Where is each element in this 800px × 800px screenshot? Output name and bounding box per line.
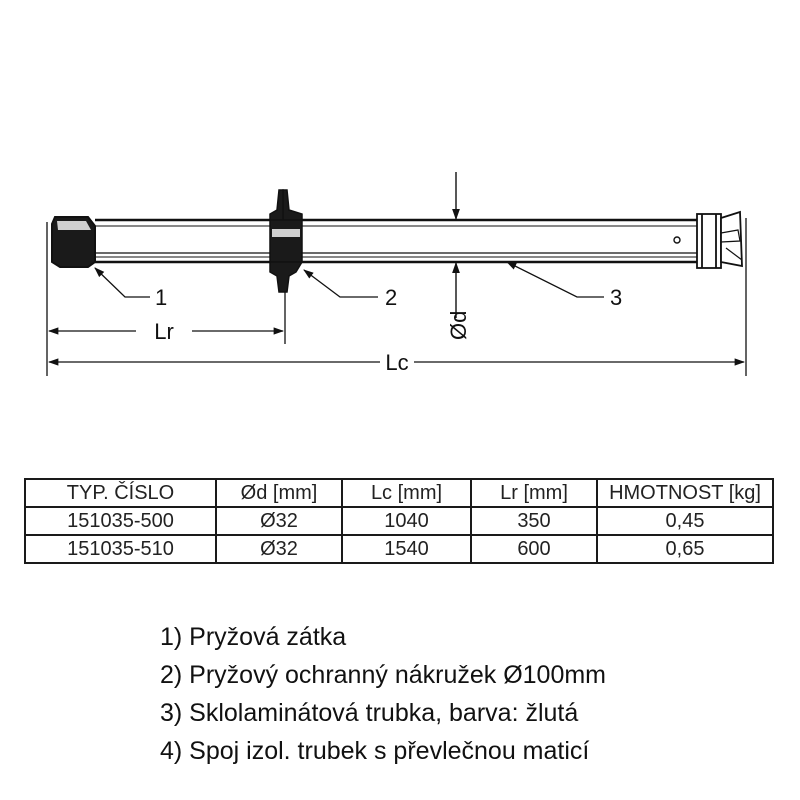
cell-diameter: Ø32 <box>216 507 342 535</box>
cell-diameter: Ø32 <box>216 535 342 563</box>
rubber-collar <box>270 190 302 292</box>
rubber-end-cap <box>52 217 95 267</box>
header-weight: HMOTNOST [kg] <box>597 479 773 507</box>
cell-lc: 1040 <box>342 507 471 535</box>
spec-table <box>24 478 774 564</box>
callout-1: 1 <box>155 285 168 310</box>
table-header-row <box>25 479 773 507</box>
cell-weight: 0,65 <box>597 535 773 563</box>
leader-lines <box>95 262 604 297</box>
cell-type-number: 151035-500 <box>25 507 216 535</box>
cell-weight: 0,45 <box>597 507 773 535</box>
cell-type-number: 151035-510 <box>25 535 216 563</box>
diameter-label: Ød <box>446 310 471 340</box>
legend-item: 2) Pryžový ochranný nákružek Ø100mm <box>160 661 607 689</box>
callout-3: 3 <box>610 285 623 310</box>
lc-label: Lc <box>385 350 409 375</box>
legend-item: 3) Sklolaminátová trubka, barva: žlutá <box>160 699 579 727</box>
table-row <box>25 507 773 535</box>
cell-lc: 1540 <box>342 535 471 563</box>
fiberglass-tube <box>95 220 697 262</box>
legend-item: 4) Spoj izol. trubek s převlečnou maticí <box>160 737 590 765</box>
header-type-number: TYP. ČÍSLO <box>25 479 216 507</box>
parts-legend <box>160 618 606 770</box>
cell-lr: 600 <box>471 535 597 563</box>
lr-label: Lr <box>154 319 174 344</box>
header-diameter: Ød [mm] <box>216 479 342 507</box>
header-lc: Lc [mm] <box>342 479 471 507</box>
table-row <box>25 535 773 563</box>
legend-item: 1) Pryžová zátka <box>160 623 347 651</box>
callout-2: 2 <box>385 285 398 310</box>
header-lr: Lr [mm] <box>471 479 597 507</box>
cell-lr: 350 <box>471 507 597 535</box>
